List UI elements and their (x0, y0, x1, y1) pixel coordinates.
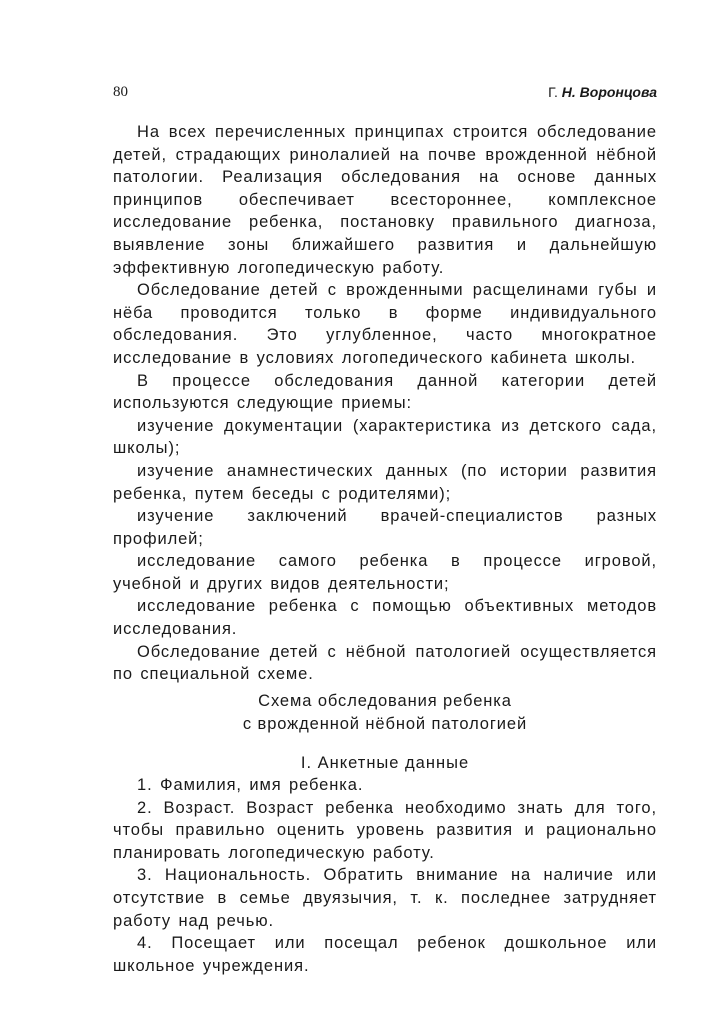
paragraph: Обследование детей с врожденными расщелинами губы и нёба проводится только в форме индивидуального обследования. Это углубленное, часто многократное исследование в условиях логопедического кабинета школы. (113, 281, 657, 367)
paragraph: На всех перечисленных принципах строится обследование детей, страдающих ринолалией на почве врожденной нёбной патологии. Реализация обследования на основе данных принципов обеспечивает всестороннее, комплексное исследование ребенка, постановку правильного диагноза, выявление зоны ближайшего развития и дальнейшую эффективную логопедическую работу. (113, 123, 657, 277)
author-name: Н. Воронцова (561, 84, 657, 100)
section-heading: I. Анкетные данные (300, 754, 470, 772)
numbered-item: 4. Посещает или посещал ребенок дошкольное или школьное учреждения. (113, 934, 657, 975)
scheme-title-line: Схема обследования ребенка (258, 692, 512, 710)
scheme-title-line: с врожденной нёбной патологией (242, 715, 528, 733)
running-head-author (548, 84, 657, 100)
paragraph: Обследование детей с нёбной патологией осуществляется по специальной схеме. (113, 642, 657, 684)
numbered-item: 2. Возраст. Возраст ребенка необходимо знать для того, чтобы правильно оценить уровень развития и рационально планировать логопедическую работу. (113, 798, 657, 862)
author-initial: Г. (548, 84, 558, 100)
list-item: изучение заключений врачей-специалистов разных профилей; (113, 507, 657, 548)
paragraph: В процессе обследования данной категории детей используются следующие приемы: (113, 371, 657, 413)
list-item: изучение документации (характеристика из детского сада, школы); (113, 416, 657, 458)
list-item: изучение анамнестических данных (по истории развития ребенка, путем беседы с родителями); (113, 461, 657, 503)
page-header (113, 84, 657, 106)
page-number: 80 (113, 84, 128, 100)
scheme-title (113, 690, 657, 736)
section-items (113, 774, 657, 977)
list-item: исследование ребенка с помощью объективных методов исследования. (113, 597, 657, 639)
intro-text (113, 121, 657, 686)
numbered-item: 3. Национальность. Обратить внимание на наличие или отсутствие в семье двуязычия, т. к. последнее затрудняет работу над речью. (113, 866, 657, 930)
numbered-item: 1. Фамилия, имя ребенка. (137, 776, 364, 794)
list-item: исследование самого ребенка в процессе игровой, учебной и других видов деятельности; (113, 552, 657, 593)
